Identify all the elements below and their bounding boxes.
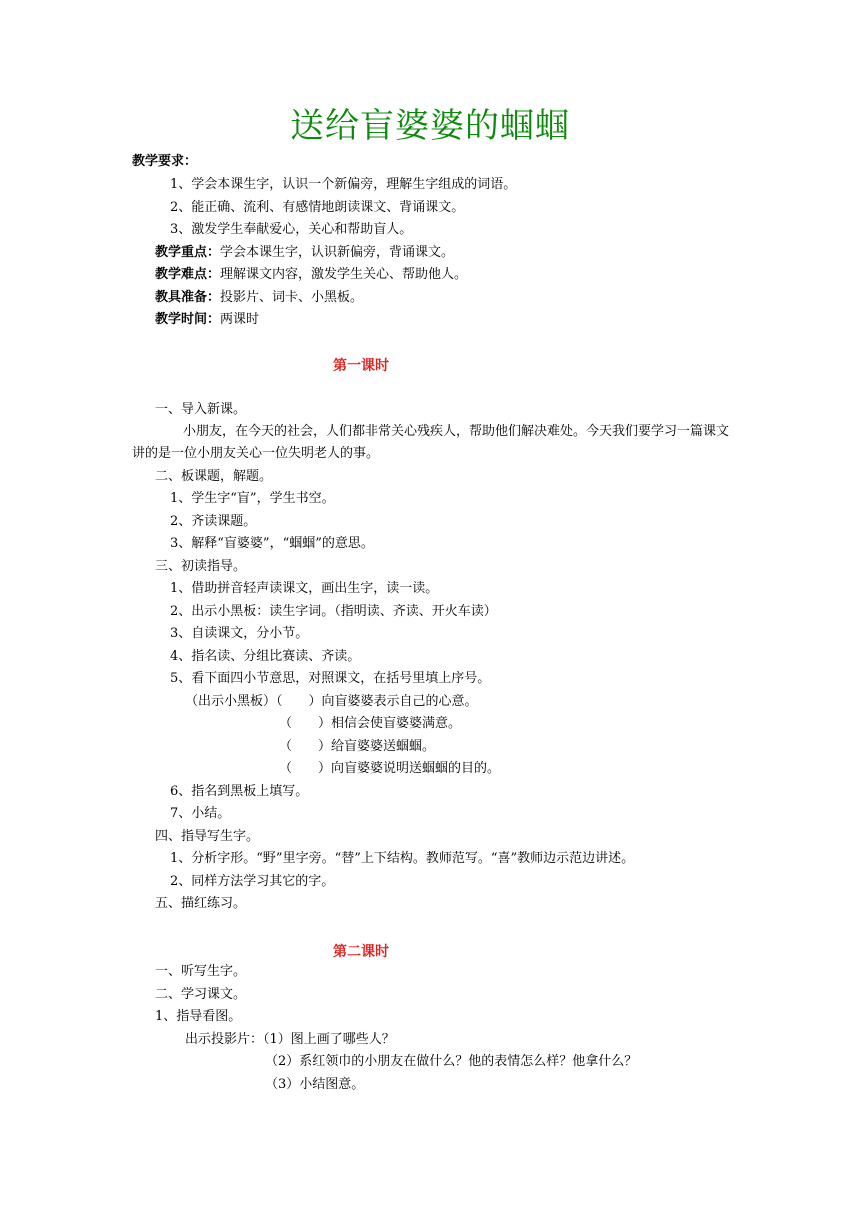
lesson-1-line: （ ）向盲婆婆说明送蝈蝈的目的。 — [279, 761, 501, 776]
requirement-item: 2、能正确、流利、有感情地朗读课文、背诵课文。 — [170, 200, 465, 215]
lesson-1-line: 一、导入新课。 — [155, 402, 247, 417]
lesson-1-line: 1、分析字形。“野”里字旁。“替”上下结构。教师范写。“喜”教师边示范边讲述。 — [170, 851, 635, 866]
requirements-heading: 教学要求： — [132, 154, 198, 169]
lesson-1-line: 6、指名到黑板上填写。 — [170, 784, 309, 799]
lesson-1-heading: 第一课时 — [333, 358, 389, 374]
lesson-1-line: 4、指名读、分组比赛读、齐读。 — [170, 649, 361, 664]
requirement-item: 1、学会本课生字，认识一个新偏旁，理解生字组成的词语。 — [170, 177, 517, 192]
lesson-1-line: （ ）给盲婆婆送蝈蝈。 — [279, 739, 436, 754]
lesson-2-line: （2）系红领巾的小朋友在做什么？他的表情怎么样？他拿什么？ — [265, 1054, 638, 1069]
lesson-1-line: 四、指导写生字。 — [155, 829, 260, 844]
lesson-1-line: 2、齐读课题。 — [170, 514, 257, 529]
teaching-materials — [155, 290, 363, 306]
time-label: 教学时间： — [155, 312, 221, 327]
lesson-1-line: 五、描红练习。 — [155, 896, 247, 911]
lesson-1-line: （ ）相信会使盲婆婆满意。 — [279, 716, 462, 731]
lesson-1-line: 二、板课题，解题。 — [155, 469, 273, 484]
lesson-2-heading: 第二课时 — [333, 944, 389, 960]
lesson-1-line: 讲的是一位小朋友关心一位失明老人的事。 — [132, 446, 380, 461]
lesson-2-line: 出示投影片：（1）图上画了哪些人？ — [185, 1032, 395, 1047]
lesson-2-line: 1、指导看图。 — [155, 1009, 242, 1024]
lesson-1-line: （出示小黑板）（ ）向盲婆婆表示自己的心意。 — [185, 694, 478, 709]
time-text: 两课时 — [220, 312, 260, 327]
lesson-1-line: 3、解释“盲婆婆”，“蝈蝈”的意思。 — [170, 536, 374, 551]
lesson-2-line: （3）小结图意。 — [265, 1077, 365, 1092]
focus-text: 学会本课生字，认识新偏旁，背诵课文。 — [220, 245, 455, 260]
materials-label: 教具准备： — [155, 290, 221, 305]
teaching-difficulty — [155, 267, 467, 283]
difficulty-text: 理解课文内容，激发学生关心、帮助他人。 — [220, 267, 468, 282]
lesson-2-line: 一、听写生字。 — [155, 964, 247, 979]
focus-label: 教学重点： — [155, 245, 221, 260]
lesson-1-line: 3、自读课文，分小节。 — [170, 626, 309, 641]
difficulty-label: 教学难点： — [155, 267, 221, 282]
requirement-item: 3、激发学生奉献爱心，关心和帮助盲人。 — [170, 222, 413, 237]
lesson-2-line: 二、学习课文。 — [155, 987, 247, 1002]
lesson-1-line: 三、初读指导。 — [155, 559, 247, 574]
teaching-focus — [155, 245, 454, 261]
lesson-1-line: 7、小结。 — [170, 806, 231, 821]
materials-text: 投影片、词卡、小黑板。 — [220, 290, 364, 305]
lesson-1-line: 2、同样方法学习其它的字。 — [170, 874, 335, 889]
lesson-1-line: 2、出示小黑板：读生字词。（指明读、齐读、开火车读） — [170, 604, 497, 619]
teaching-time — [155, 312, 259, 328]
lesson-1-line: 5、看下面四小节意思，对照课文，在括号里填上序号。 — [170, 671, 491, 686]
lesson-1-line: 1、学生字“盲”，学生书空。 — [170, 491, 335, 506]
document-title: 送给盲婆婆的蝈蝈 — [290, 106, 570, 146]
lesson-1-line: 1、借助拼音轻声读课文，画出生字，读一读。 — [170, 581, 439, 596]
lesson-1-line: 小朋友，在今天的社会，人们都非常关心残疾人，帮助他们解决难处。今天我们要学习一篇课文 — [183, 424, 730, 439]
